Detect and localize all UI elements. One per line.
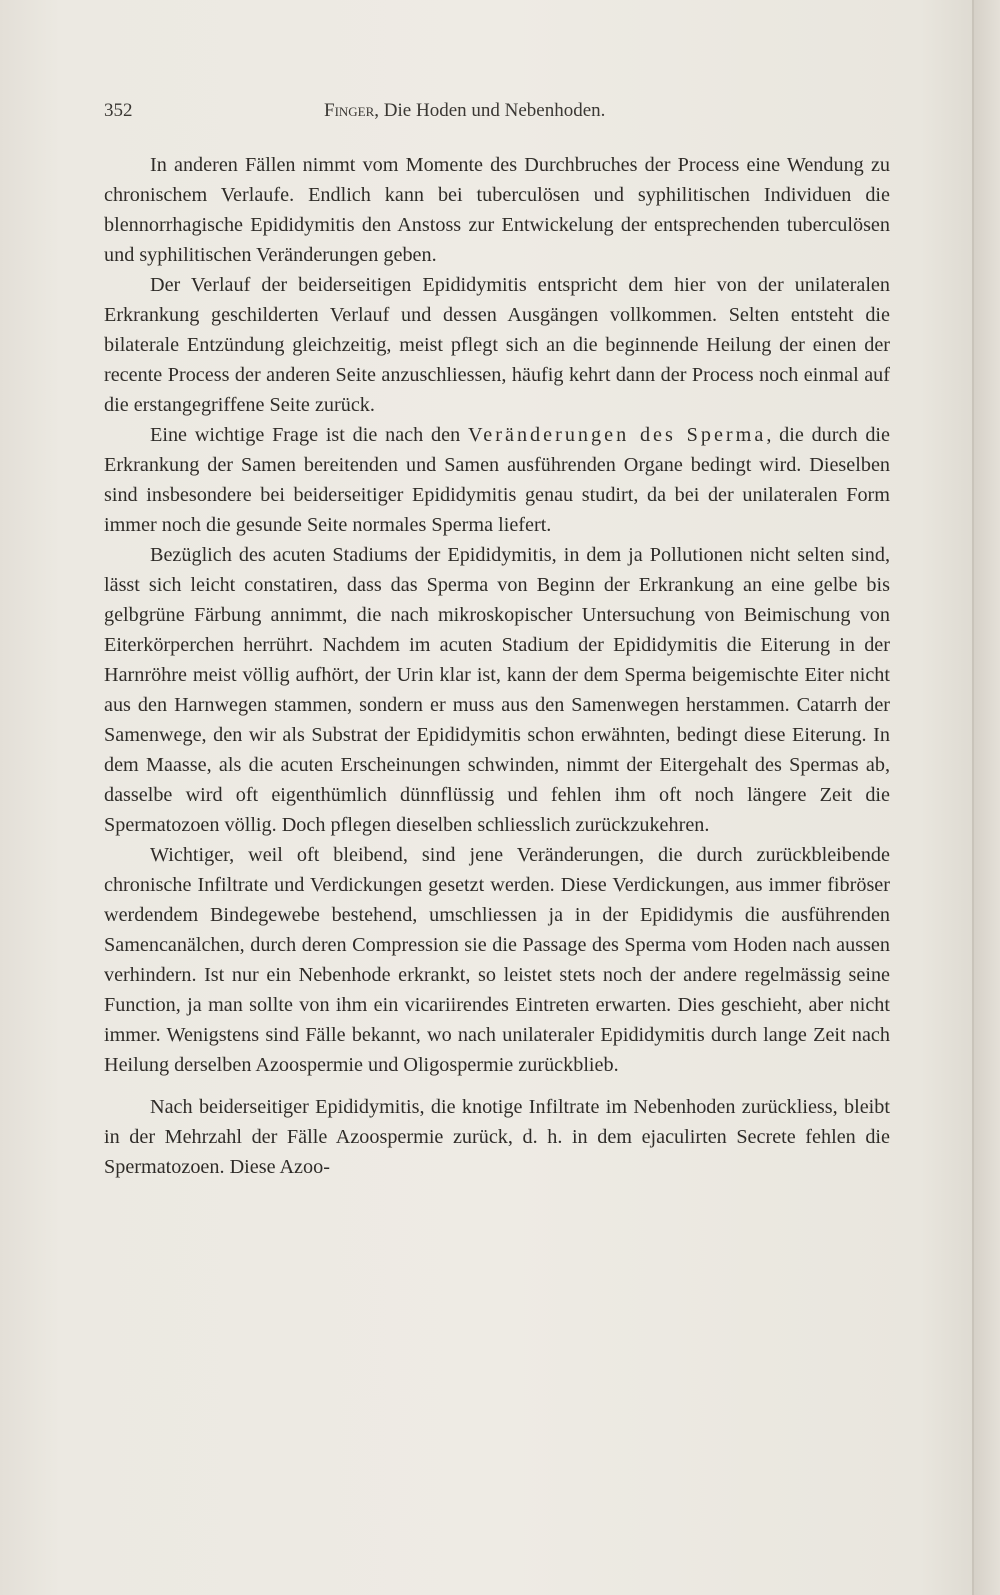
paragraph-6: Nach beiderseitiger Epididymitis, die knotige Infiltrate im Nebenhoden zurückliess, bleibt in der Mehrzahl der Fälle Azoospermie zurück, d. h. in dem ejaculirten Secrete fehlen die Spermatozoen. Diese Azoo- xyxy=(104,1096,890,1178)
paragraph-2: Der Verlauf der beiderseitigen Epididymitis entspricht dem hier von der unilateralen Erkrankung geschilderten Verlauf und dessen Ausgängen vollkommen. Selten entsteht die bilaterale Entzündung gleichzeitig, meist pflegt sich an die beginnende Heilung der einen der recente Process der anderen Seite anzuschliessen, häufig kehrt dann der Process noch einmal auf die erstangegriffene Seite zurück. xyxy=(104,274,890,416)
paragraph-5: Wichtiger, weil oft bleibend, sind jene Veränderungen, die durch zurückbleibende chronische Infiltrate und Verdickungen gesetzt werden. Diese Verdickungen, aus immer fibröser werdendem Bindegewebe bestehend, umschliessen ja in der Epididymis die ausführenden Samencanälchen, durch deren Compression sie die Passage des Sperma vom Hoden nach aussen verhindern. Ist nur ein Nebenhode erkrankt, so leistet stets noch der andere regelmässig seine Function, ja man sollte von ihm ein vicariirendes Eintreten erwarten. Dies geschieht, aber nicht immer. Wenigstens sind Fälle bekannt, wo nach unilateraler Epididymitis durch lange Zeit nach Heilung derselben Azoospermie und Oligospermie zurückblieb. xyxy=(104,844,890,1076)
page-number: 352 xyxy=(104,100,133,121)
paragraph-3 xyxy=(104,420,890,540)
page-edge-shadow xyxy=(974,0,1000,1595)
running-title-text: , Die Hoden und Nebenhoden. xyxy=(374,100,606,121)
paragraph-1: In anderen Fällen nimmt vom Momente des Durchbruches der Process eine Wendung zu chronischem Verlaufe. Endlich kann bei tuberculösen und syphilitischen Individuen die blennorrhagische Epididymitis den Anstoss zur Entwickelung der entsprechenden tuberculösen und syphilitischen Veränderungen geben. xyxy=(104,154,890,266)
running-title-author: Finger xyxy=(324,100,375,121)
body-text xyxy=(104,150,890,1182)
paragraph-3-emphasis: Veränderungen des Sperma xyxy=(467,424,767,446)
paragraph-3-start: Eine wichtige Frage ist die nach den xyxy=(150,424,468,446)
running-title xyxy=(324,100,605,122)
paragraph-3-end: , die durch die Erkrankung der Samen bereitenden und Samen ausführenden Organe bedingt wird. Dieselben sind insbesondere bei beiderseitiger Epididymitis genau studirt, da bei der unilateralen Form immer noch die gesunde Seite normales Sperma liefert. xyxy=(104,424,891,536)
running-head xyxy=(104,100,704,126)
paragraph-4: Bezüglich des acuten Stadiums der Epididymitis, in dem ja Pollutionen nicht selten sind, lässt sich leicht constatiren, dass das Sperma von Beginn der Erkrankung an eine gelbe bis gelbgrüne Färbung annimmt, die nach mikroskopischer Untersuchung von Beimischung von Eiterkörperchen herrührt. Nachdem im acuten Stadium der Epididymitis die Eiterung in der Harnröhre meist völlig aufhört, der Urin klar ist, kann der dem Sperma beigemischte Eiter nicht aus den Harnwegen stammen, sondern er muss aus den Samenwegen herstammen. Catarrh der Samenwege, den wir als Substrat der Epididymitis schon erwähnten, bedingt diese Eiterung. In dem Maasse, als die acuten Erscheinungen schwinden, nimmt der Eitergehalt des Spermas ab, dasselbe wird oft eigenthümlich dünnflüssig und fehlen ihm oft noch längere Zeit die Spermatozoen völlig. Doch pflegen dieselben schliesslich zurückzukehren. xyxy=(104,544,890,836)
